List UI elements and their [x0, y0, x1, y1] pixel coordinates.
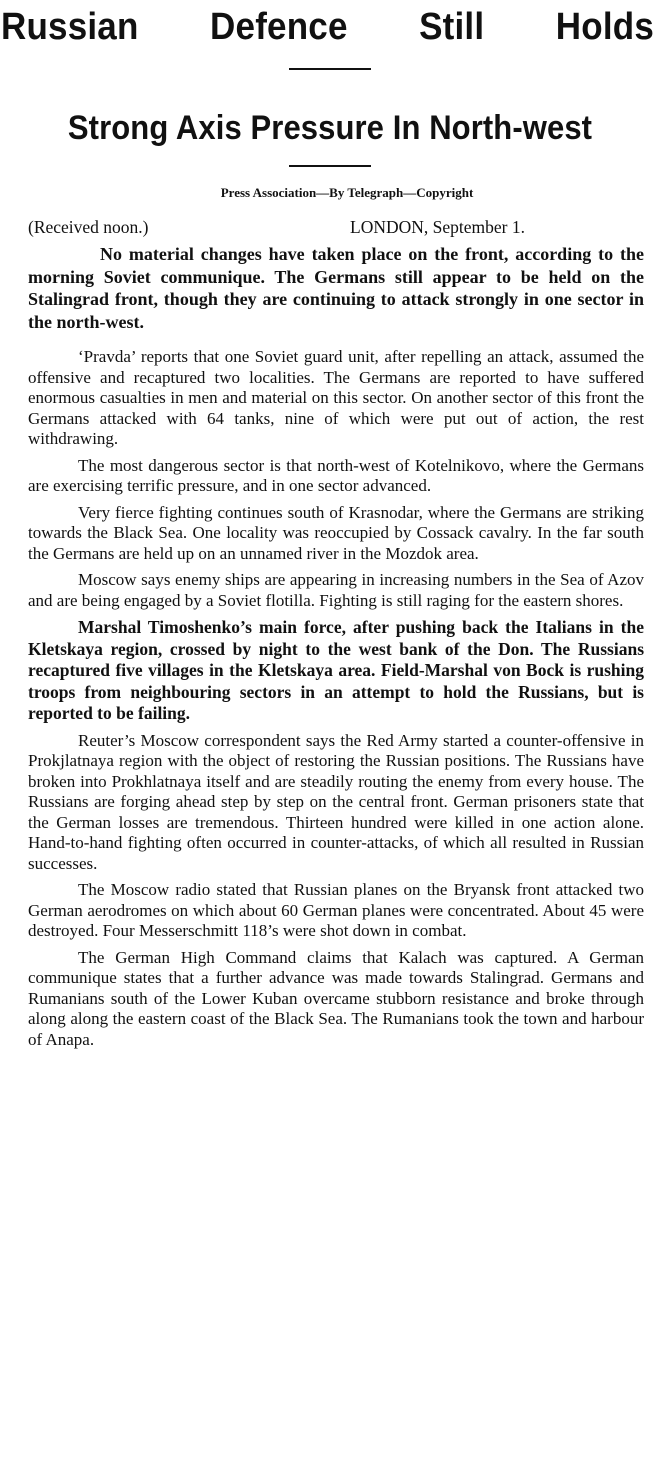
body-paragraph: Very fierce fighting continues south of Krasnodar, where the Germans are striking towards the Black Sea. One locality was reoccupied by Cossack cavalry. In the far south the Germans are held up on an unnamed river in the Mozdok area. [28, 502, 644, 563]
body-paragraph: The German High Command claims that Kalach was captured. A German communique states that a further advance was made towards Stalingrad. Germans and Rumanians south of the Lower Kuban overcame stubborn resistance and broke through along along the eastern coast of the Black Sea. The Rumanians took the town and harbour of Anapa. [28, 947, 644, 1049]
headline: Russian Defence Still Holds [1, 5, 654, 48]
lead-paragraph: No material changes have taken place on the front, according to the morning Soviet communique. The Germans still appear to be held on the Stalingrad front, though they are continuing to attack strongly in one sector in the north-west. [28, 244, 644, 332]
received-time: (Received noon.) [28, 217, 149, 237]
body-paragraph: Reuter’s Moscow correspondent says the Red Army started a counter-offensive in Prokjlatnaya region with the object of restoring the Russian positions. The Russians have broken into Prokhlatnaya itself and are steadily routing the enemy from every house. The Russians are forging ahead step by step on the central front. German prisoners state that the German losses are tremendous. Thirteen hundred were killed in one action alone. Hand-to-hand fighting often occurred in counter-attacks, of which all resulted in Russian successes. [28, 730, 644, 873]
bold-paragraph: Marshal Timoshenko’s main force, after pushing back the Italians in the Kletskaya region, crossed by night to the west bank of the Don. The Russians recaptured five villages in the Kletskaya area. Field-Marshal von Bock is rushing troops from neighbouring sectors in an attempt to hold the Russians, but is reported to be failing. [28, 617, 644, 723]
dateline [10, 215, 650, 239]
place-date: LONDON, September 1. [350, 217, 525, 237]
body-paragraph: Moscow says enemy ships are appearing in increasing numbers in the Sea of Azov and are being engaged by a Soviet flotilla. Fighting is still raging for the eastern shores. [28, 570, 644, 610]
headline-rule [289, 68, 371, 70]
subheadline-rule [289, 165, 371, 167]
wire-credit: Press Association—By Telegraph—Copyright [220, 185, 474, 200]
subheadline: Strong Axis Pressure In North-west [67, 108, 593, 147]
body-paragraph: The Moscow radio stated that Russian planes on the Bryansk front attacked two German aerodromes on which about 60 German planes were concentrated. About 45 were destroyed. Four Messerschmitt 118’s were shot down in combat. [28, 880, 644, 940]
body-paragraph: ‘Pravda’ reports that one Soviet guard unit, after repelling an attack, assumed the offensive and recaptured two localities. The Germans are reported to have suffered enormous casualties in men and material on this sector. On another sector of this front the Germans attacked with 64 tanks, nine of which were put out of action, the rest withdrawing. [28, 347, 644, 448]
body-paragraph: The most dangerous sector is that north-west of Kotelnikovo, where the Germans are exercising terrific pressure, and in one sector advanced. [28, 455, 644, 495]
